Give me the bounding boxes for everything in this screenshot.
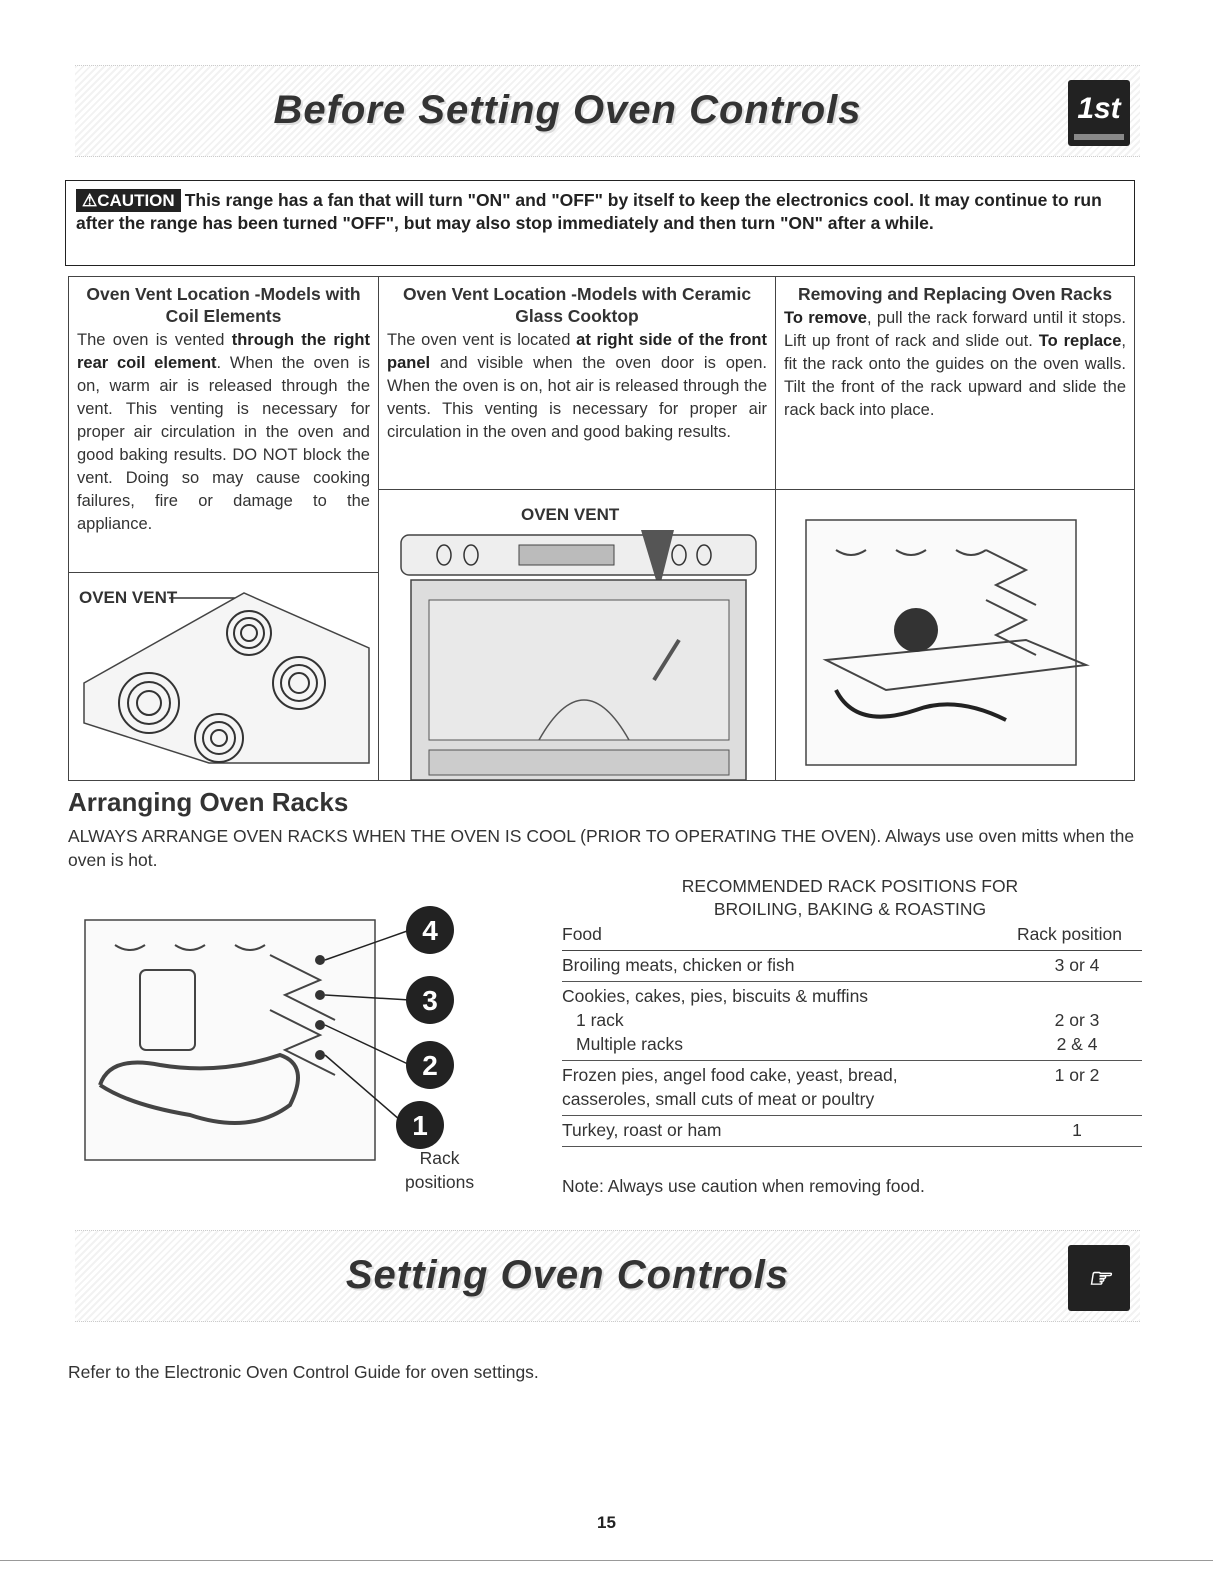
setting-banner — [75, 1230, 1140, 1322]
table-note: Note: Always use caution when removing food. — [562, 1176, 925, 1196]
setting-title: Setting Oven Controls — [345, 1253, 790, 1297]
coil-oven-vent-label: OVEN VENT — [79, 588, 178, 607]
control-hand-icon: ☞ — [1068, 1245, 1130, 1311]
coil-column — [69, 277, 379, 780]
rack-number-3: 3 — [422, 985, 438, 1016]
rack-label-line1: Rack — [419, 1148, 460, 1168]
table-header — [562, 920, 1142, 951]
oven-front-illustration — [379, 489, 775, 780]
vent-info-columns — [68, 276, 1135, 781]
glass-text: The oven vent is located at right side of the front panel and visible when the oven door is open. When the oven is on, hot air is released through the vents. This venting is necessary for proper air circulation in the oven and good baking results. — [387, 331, 767, 441]
arranging-intro: ALWAYS ARRANGE OVEN RACKS WHEN THE OVEN IS COOL (PRIOR TO OPERATING THE OVEN). Always use oven mitts when the oven is hot. — [68, 826, 1135, 870]
header-food: Food — [562, 924, 602, 944]
racks-heading: Removing and Replacing Oven Racks — [797, 284, 1113, 304]
glass-oven-vent-label: OVEN VENT — [521, 505, 620, 524]
rack-removal-illustration — [776, 489, 1134, 780]
table-row: Cookies, cakes, pies, biscuits & muffins 1 rack 2 or 3 Multiple racks 2 & 4 — [562, 982, 1142, 1061]
glass-heading: Oven Vent Location -Models with Ceramic Glass Cooktop — [402, 284, 752, 326]
rack-number-4: 4 — [422, 915, 438, 946]
header-banner — [75, 65, 1140, 157]
caution-tag: ⚠CAUTION — [76, 189, 181, 212]
table-row: Broiling meats, chicken or fish 3 or 4 — [562, 951, 1142, 982]
glass-column — [379, 277, 776, 780]
coil-text: The oven is vented through the right rear coil element. When the oven is on, warm air is released through the vent. This venting is necessary for proper air circulation in the oven and good baking results. DO NOT block the vent. Doing so may cause cooking failures, fire or damage to the appliance. — [77, 331, 370, 533]
racks-text: To remove, pull the rack forward until it stops. Lift up front of rack and slide out. To replace, fit the rack onto the guides on the oven walls. Tilt the front of the rack upward and slide the rack back into place. — [784, 309, 1126, 419]
rack-number-1: 1 — [412, 1110, 428, 1141]
arranging-heading: Arranging Oven Racks — [68, 787, 349, 817]
rack-position-table — [562, 920, 1142, 1147]
rack-number-2: 2 — [422, 1050, 438, 1081]
rack-label-line2: positions — [405, 1172, 475, 1192]
caution-text: This range has a fan that will turn "ON" and "OFF" by itself to keep the electronics cool. It may continue to run after the range has been turned "OFF", but may also stop immediately and then turn "ON" after a while. — [76, 190, 1102, 233]
page-number: 15 — [597, 1513, 616, 1532]
page-title: Before Setting Oven Controls — [273, 88, 862, 132]
table-row: Turkey, roast or ham 1 — [562, 1116, 1142, 1147]
caution-box — [65, 180, 1135, 266]
refer-text: Refer to the Electronic Oven Control Guide for oven settings. — [68, 1362, 539, 1382]
footer-divider — [0, 1560, 1213, 1561]
header-rack-position: Rack position — [1016, 924, 1122, 944]
table-row: Frozen pies, angel food cake, yeast, bread, 1 or 2 casseroles, small cuts of meat or poultry — [562, 1061, 1142, 1116]
racks-column — [776, 277, 1134, 780]
coil-cooktop-illustration — [69, 572, 378, 780]
coil-heading: Oven Vent Location -Models with Coil Elements — [86, 284, 361, 326]
table-caption-line1: RECOMMENDED RACK POSITIONS FOR — [681, 876, 1019, 896]
rack-positions-label — [405, 1146, 474, 1194]
first-step-badge — [1068, 80, 1130, 146]
table-caption-line2: BROILING, BAKING & ROASTING — [713, 899, 987, 919]
rack-number-badges — [396, 906, 454, 1149]
badge-label: 1st — [1077, 92, 1121, 125]
